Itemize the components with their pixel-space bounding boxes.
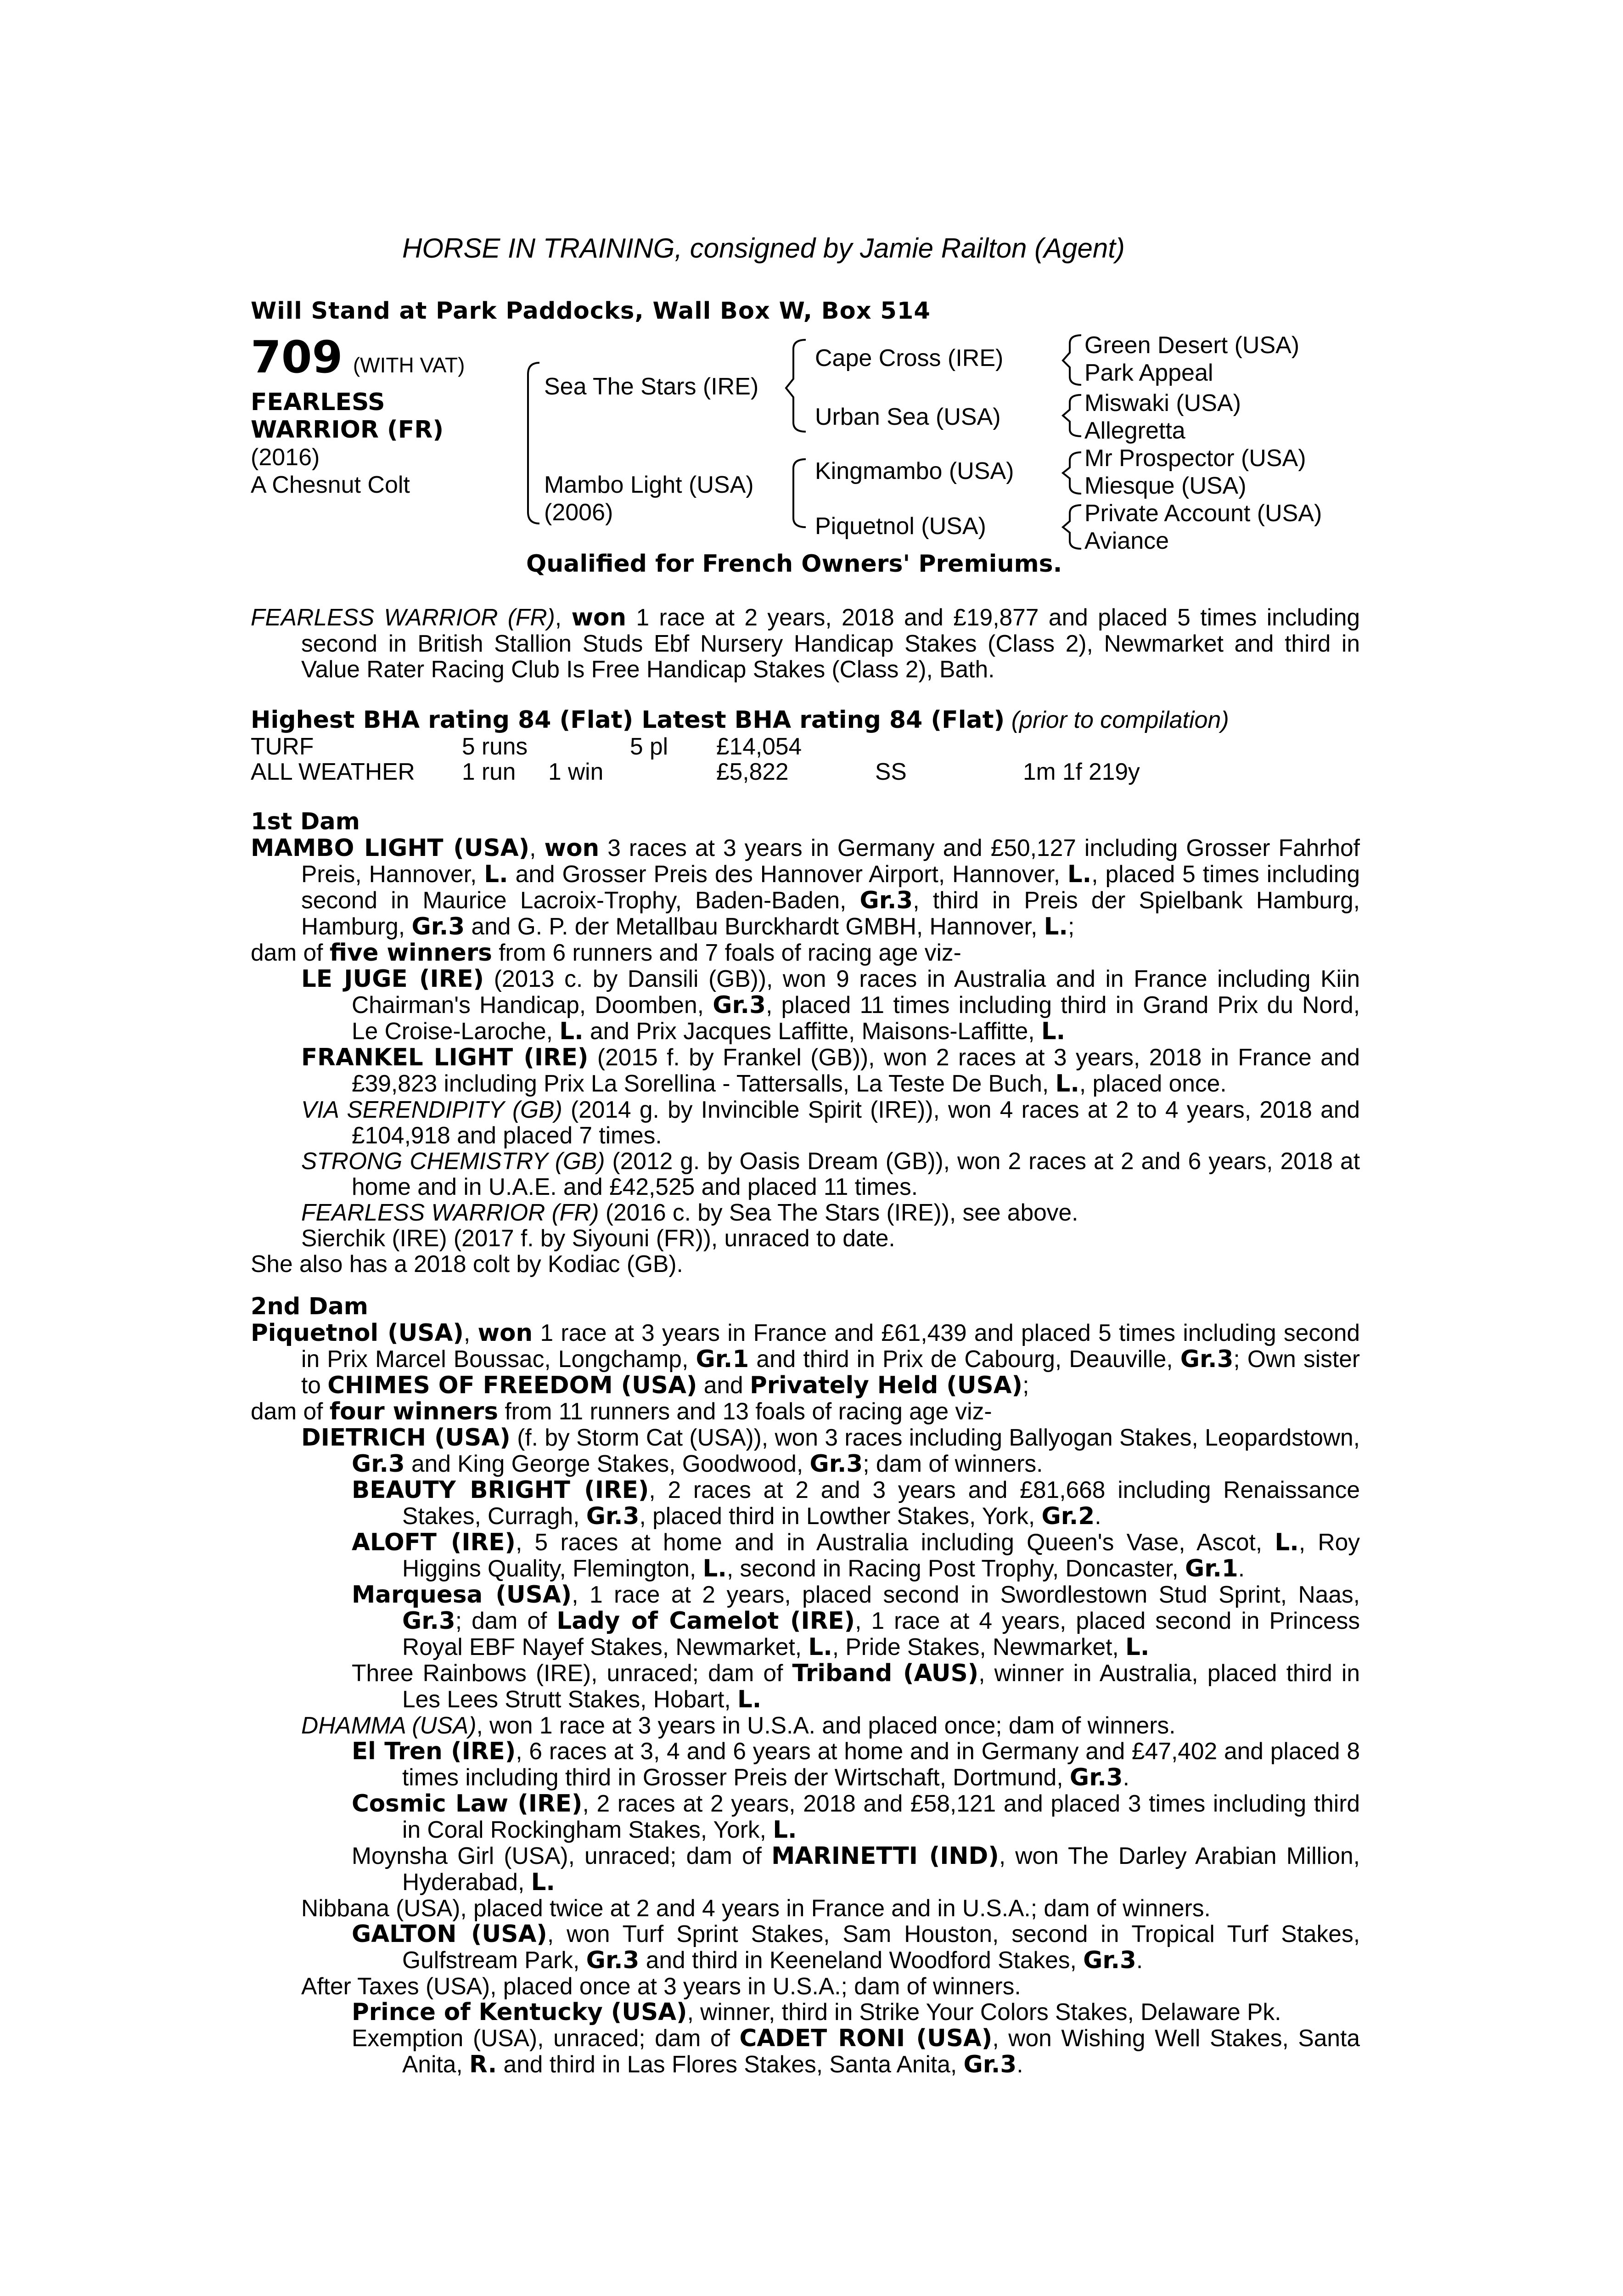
t: and King George Stakes, Goodwood, — [404, 1450, 810, 1477]
daughter-2-produce — [301, 1738, 1360, 1895]
listed-mark: L. — [1055, 1070, 1079, 1097]
listed-mark: L. — [737, 1686, 762, 1713]
grandchild — [352, 1843, 1360, 1895]
t: and — [697, 1372, 750, 1398]
produce-name: DIETRICH (USA) — [301, 1424, 511, 1452]
produce-2 — [301, 1044, 1360, 1097]
restricted-mark: R. — [469, 2051, 497, 2078]
t: 3 races at 3 years in Germany and £50,127 including Grosser Fahrhof Preis, Hannover, — [301, 834, 1360, 887]
pedigree-g3-6: Miesque (USA) — [1084, 473, 1247, 499]
pedigree-dam-sire: Kingmambo (USA) — [815, 458, 1014, 484]
winners-count: five winners — [329, 939, 492, 967]
group-mark: Gr.3 — [1180, 1345, 1234, 1373]
pedigree-g3-3: Miswaki (USA) — [1084, 390, 1241, 416]
t: . — [1238, 1555, 1245, 1581]
t: . — [1095, 1503, 1101, 1529]
produce-name: El Tren (IRE) — [352, 1738, 516, 1765]
sibling-name: Privately Held (USA) — [749, 1372, 1023, 1399]
listed-mark: L. — [1041, 1018, 1066, 1045]
second-dam-produce — [251, 1424, 1360, 2077]
listed-mark: L. — [1044, 913, 1068, 940]
stand-location: Will Stand at Park Paddocks, Wall Box W, Box 514 — [251, 298, 931, 325]
pedigree-g3-5: Mr Prospector (USA) — [1084, 445, 1306, 472]
record-turf-runs: 5 runs — [462, 733, 528, 760]
record-aw-wins: 1 win — [548, 758, 604, 785]
consignment-title: HORSE IN TRAINING, consigned by Jamie Railton (Agent) — [402, 233, 1125, 264]
t: dam of — [251, 939, 330, 966]
grandchild — [352, 1790, 1360, 1843]
t: Exemption (USA), unraced; dam of — [352, 2025, 740, 2051]
pedigree-dam: Mambo Light (USA) — [544, 472, 754, 498]
race-summary-text: FEARLESS WARRIOR (FR), won 1 race at 2 years, 2018 and £19,877 and placed 5 times including second in British Stallion Studs Ebf Nursery Handicap Stakes (Class 2), Newmarket and third in Value Rater Racing Club Is Free Handicap Stakes (Class 2), Bath. — [251, 604, 1360, 682]
group-mark: Gr.3 — [352, 1450, 405, 1478]
race-summary — [251, 604, 1360, 682]
produce-name: Triband (AUS) — [792, 1660, 979, 1687]
horse-name-line2: WARRIOR (FR) — [251, 416, 444, 444]
sibling-name: CHIMES OF FREEDOM (USA) — [327, 1372, 697, 1399]
t: ; dam of winners. — [863, 1450, 1043, 1477]
listed-mark: L. — [808, 1633, 832, 1661]
t: , winner, third in Strike Your Colors Stakes, Delaware Pk. — [687, 1998, 1281, 2025]
daughter-2 — [301, 1712, 1360, 1738]
produce-name: FRANKEL LIGHT (IRE) — [301, 1044, 589, 1071]
group-mark: Gr.3 — [586, 1947, 640, 1974]
group-mark: Gr.3 — [963, 2051, 1017, 2078]
lot-number: 709 — [251, 332, 343, 383]
grandchild — [352, 1921, 1360, 1973]
t: , winner in Australia, placed third in Les Lees Strutt Stakes, Hobart, — [402, 1660, 1360, 1712]
t: , won Wishing Well Stakes, Santa Anita, — [402, 2025, 1360, 2077]
record-aw-prize: £5,822 — [716, 758, 789, 785]
t: (2012 g. by Oasis Dream (GB)), won 2 races at 2 and 6 years, 2018 at home and in U.A.E. and £42,525 and placed 11 times. — [352, 1148, 1360, 1200]
second-dam-name: Piquetnol (USA) — [251, 1319, 464, 1347]
produce-5 — [301, 1199, 1360, 1225]
winners-count: four winners — [329, 1398, 499, 1425]
t: , 6 races at 3, 4 and 6 years at home and in Germany and £47,402 and placed 8 times including third in Grosser Preis der Wirtschaft, Dortmund, — [402, 1738, 1360, 1790]
t: , 5 races at home and in Australia including Queen's Vase, Ascot, — [515, 1529, 1275, 1555]
t: Moynsha Girl (USA), unraced; dam of — [352, 1842, 772, 1869]
group-mark: Gr.3 — [859, 887, 913, 914]
produce-1 — [301, 966, 1360, 1044]
t: , 2 races at 2 and 3 years and £81,668 including Renaissance Stakes, Curragh, — [402, 1476, 1360, 1529]
record-turf-prize: £14,054 — [716, 733, 802, 760]
pedigree-g3-8: Aviance — [1084, 528, 1169, 554]
t: from 6 runners and 7 foals of racing age viz- — [492, 939, 961, 966]
listed-mark: L. — [702, 1555, 727, 1582]
t: , third in Preis der Spielbank Hamburg, Hamburg, — [301, 887, 1360, 940]
second-dam-produce-line — [251, 1398, 1360, 1424]
t: and G. P. der Metallbau Burckhardt GMBH, Hannover, — [465, 913, 1044, 940]
t: , placed third in Lowther Stakes, York, — [639, 1503, 1042, 1529]
first-dam-section — [251, 809, 1360, 1277]
t: from 11 runners and 13 foals of racing age viz- — [498, 1398, 992, 1424]
produce-name: Lady of Camelot (IRE) — [556, 1607, 855, 1635]
group-mark: Gr.3 — [586, 1503, 640, 1530]
group-mark: Gr.3 — [809, 1450, 863, 1478]
bha-rating — [251, 706, 1229, 734]
t: (2014 g. by Invincible Spirit (IRE)), won 4 races at 2 to 4 years, 2018 and £104,918 and placed 7 times. — [352, 1096, 1360, 1148]
t: and third in Keeneland Woodford Stakes, — [639, 1947, 1084, 1973]
pedigree-sire-dam: Urban Sea (USA) — [815, 404, 1001, 430]
vat-note: (WITH VAT) — [353, 353, 465, 377]
daughter-3-produce — [301, 1921, 1360, 1973]
t: , placed once. — [1079, 1070, 1227, 1097]
record-turf-surface: TURF — [251, 733, 314, 760]
produce-name: Prince of Kentucky (USA) — [352, 1998, 687, 2026]
t: , placed 5 times including second in Maurice Lacroix-Trophy, Baden-Baden, — [301, 861, 1360, 913]
pedigree-g3-7: Private Account (USA) — [1084, 500, 1322, 527]
pedigree-g3-4: Allegretta — [1084, 417, 1185, 444]
grandchild — [352, 1660, 1360, 1712]
produce-name: CADET RONI (USA) — [739, 2025, 993, 2052]
bha-rating-label: Highest BHA rating 84 (Flat) Latest BHA rating 84 (Flat) — [251, 706, 1005, 734]
group-mark: Gr.3 — [1069, 1764, 1123, 1791]
produce-name: Cosmic Law (IRE) — [352, 1790, 583, 1818]
t: . — [1136, 1947, 1143, 1973]
summary-text: 1 race at 2 years, 2018 and £19,877 and placed 5 times including second in British Stallion Studs Ebf Nursery Handicap Stakes (Class 2), Newmarket and third in Value Rater Racing Club Is Free Handicap Stakes (Class 2), Bath. — [301, 604, 1360, 682]
daughter-4: After Taxes (USA), placed once at 3 years in U.S.A.; dam of winners. — [301, 1973, 1021, 1999]
t: (2015 f. by Frankel (GB)), won 2 races at 3 years, 2018 in France and £39,823 including Prix La Sorellina - Tattersalls, La Teste De Buch, — [352, 1044, 1360, 1097]
listed-mark: L. — [773, 1816, 797, 1844]
listed-mark: L. — [531, 1868, 555, 1896]
t: (f. by Storm Cat (USA)), won 3 races including Ballyogan Stakes, Leopardstown, — [510, 1424, 1360, 1451]
record-turf-placed: 5 pl — [630, 733, 668, 760]
t: and Prix Jacques Laffitte, Maisons-Laffitte, — [583, 1018, 1041, 1044]
pedigree-dam-dam: Piquetnol (USA) — [815, 513, 986, 540]
first-dam-produce-line — [251, 940, 1360, 966]
second-dam-intro: Piquetnol (USA), won 1 race at 3 years in France and £61,439 and placed 5 times including second in Prix Marcel Boussac, Longchamp, Gr.1 and third in Prix de Cabourg, Deauville, Gr.3; Own sister to CHIMES OF FREEDOM (USA) and Privately Held (USA); — [251, 1319, 1360, 1399]
daughter-1 — [301, 1424, 1360, 1477]
record-aw-distance: 1m 1f 219y — [1023, 758, 1140, 785]
group-mark: Gr.3 — [402, 1607, 455, 1635]
pedigree-braces — [0, 0, 1623, 574]
t: ; Own sister to — [301, 1345, 1360, 1398]
t: , 1 race at 4 years, placed second in Princess Royal EBF Nayef Stakes, Newmarket, — [402, 1607, 1360, 1660]
t: Three Rainbows (IRE), unraced; dam of — [352, 1660, 792, 1686]
produce-name: LE JUGE (IRE) — [301, 965, 484, 993]
produce-name: DHAMMA (USA) — [301, 1712, 477, 1739]
daughter-1-produce — [301, 1477, 1360, 1712]
t: , placed 11 times including third in Grand Prix du Nord, Le Croise-Laroche, — [352, 991, 1360, 1044]
t: , 2 races at 2 years, 2018 and £58,121 and placed 3 times including third in Coral Rockingham Stakes, York, — [402, 1790, 1360, 1843]
first-dam-also: She also has a 2018 colt by Kodiac (GB). — [251, 1250, 683, 1277]
group-mark: Gr.1 — [696, 1345, 749, 1373]
t: dam of — [251, 1398, 330, 1424]
first-dam-intro: MAMBO LIGHT (USA), won 3 races at 3 years in Germany and £50,127 including Grosser Fahrhof Preis, Hannover, L. and Grosser Preis des Hannover Airport, Hannover, L., placed 5 times including second in Maurice Lacroix-Trophy, Baden-Baden, Gr.3, third in Preis der Spielbank Hamburg, Hamburg, Gr.3 and G. P. der Metallbau Burckhardt GMBH, Hannover, L.; — [251, 834, 1360, 940]
t: (2016 c. by Sea The Stars (IRE)), see above. — [599, 1199, 1078, 1226]
summary-horse-name: FEARLESS WARRIOR (FR) — [251, 604, 555, 630]
second-dam-won: won — [477, 1319, 533, 1347]
pedigree-g3-1: Green Desert (USA) — [1084, 332, 1300, 359]
grandchild — [352, 1477, 1360, 1529]
produce-name: STRONG CHEMISTRY (GB) — [301, 1148, 605, 1174]
record-aw-course: SS — [875, 758, 907, 785]
second-dam-heading: 2nd Dam — [251, 1293, 368, 1320]
second-dam-section — [251, 1294, 1360, 2077]
produce-name: ALOFT (IRE) — [352, 1529, 516, 1556]
t: and third in Las Flores Stakes, Santa Anita, — [497, 2051, 964, 2077]
t: , Roy Higgins Quality, Flemington, — [402, 1529, 1360, 1581]
pedigree-dam-year: (2006) — [544, 499, 613, 526]
t: . — [1016, 2051, 1023, 2077]
grandchild — [352, 1581, 1360, 1660]
pedigree-g3-2: Park Appeal — [1084, 360, 1213, 386]
t: , Pride Stakes, Newmarket, — [832, 1633, 1126, 1660]
pedigree-sire-sire: Cape Cross (IRE) — [815, 345, 1004, 371]
listed-mark: L. — [1275, 1529, 1299, 1556]
listed-mark: L. — [1067, 861, 1092, 888]
grandchild — [352, 1738, 1360, 1790]
listed-mark: L. — [559, 1018, 584, 1045]
group-mark: Gr.2 — [1041, 1503, 1095, 1530]
pedigree-sire: Sea The Stars (IRE) — [544, 373, 759, 400]
listed-mark: L. — [1125, 1633, 1150, 1661]
grandchild — [352, 2025, 1360, 2077]
record-aw-runs: 1 run — [462, 758, 516, 785]
first-dam-won: won — [544, 834, 600, 862]
summary-won: won — [571, 604, 627, 631]
t: ; — [1068, 913, 1075, 940]
record-aw-surface: ALL WEATHER — [251, 758, 415, 785]
produce-6: Sierchik (IRE) (2017 f. by Siyouni (FR)), unraced to date. — [301, 1225, 895, 1251]
produce-name: GALTON (USA) — [352, 1920, 547, 1948]
t: and third in Prix de Cabourg, Deauville, — [749, 1345, 1180, 1372]
t: and Grosser Preis des Hannover Airport, Hannover, — [508, 861, 1067, 887]
t: ; — [1022, 1372, 1029, 1398]
group-mark: Gr.3 — [713, 991, 766, 1019]
t: . — [1123, 1764, 1129, 1790]
first-dam-heading: 1st Dam — [251, 808, 360, 835]
t: , won Turf Sprint Stakes, Sam Houston, second in Tropical Turf Stakes, Gulfstream Park, — [402, 1920, 1360, 1973]
bha-rating-note: (prior to compilation) — [1011, 707, 1229, 733]
first-dam-produce — [251, 966, 1360, 1251]
group-mark: Gr.3 — [1083, 1947, 1136, 1974]
t: (2013 c. by Dansili (GB)), won 9 races in Australia and in France including Kiin Chairman's Handicap, Doomben, — [352, 965, 1360, 1018]
premiums-note: Qualified for French Owners' Premiums. — [526, 550, 1062, 578]
listed-mark: L. — [484, 861, 508, 888]
t: , second in Racing Post Trophy, Doncaster, — [726, 1555, 1185, 1581]
horse-foaling-year: (2016) — [251, 444, 320, 471]
produce-name: Marquesa (USA) — [352, 1581, 572, 1609]
produce-name: MARINETTI (IND) — [771, 1842, 999, 1870]
grandchild — [352, 1529, 1360, 1581]
t: 1 race at 3 years in France and £61,439 and placed 5 times including second in Prix Marcel Boussac, Longchamp, — [301, 1319, 1360, 1372]
t: , 1 race at 2 years, placed second in Swordlestown Stud Sprint, Naas, — [572, 1581, 1360, 1608]
t: , won 1 race at 3 years in U.S.A. and placed once; dam of winners. — [476, 1712, 1176, 1739]
group-mark: Gr.3 — [411, 913, 465, 940]
first-dam-name: MAMBO LIGHT (USA) — [251, 834, 530, 862]
daughter-4-produce — [301, 1999, 1360, 2077]
produce-name: VIA SERENDIPITY (GB) — [301, 1096, 562, 1123]
produce-name: BEAUTY BRIGHT (IRE) — [352, 1476, 649, 1504]
group-mark: Gr.1 — [1185, 1555, 1238, 1582]
produce-name: FEARLESS WARRIOR (FR) — [301, 1199, 599, 1226]
horse-name-line1: FEARLESS — [251, 388, 385, 416]
daughter-3: Nibbana (USA), placed twice at 2 and 4 years in France and in U.S.A.; dam of winners. — [301, 1895, 1211, 1921]
t: ; dam of — [455, 1607, 557, 1634]
produce-4 — [301, 1148, 1360, 1199]
horse-description: A Chesnut Colt — [251, 472, 410, 498]
t: , won The Darley Arabian Million, Hyderabad, — [402, 1842, 1360, 1895]
produce-3 — [301, 1097, 1360, 1148]
grandchild — [352, 1999, 1360, 2025]
